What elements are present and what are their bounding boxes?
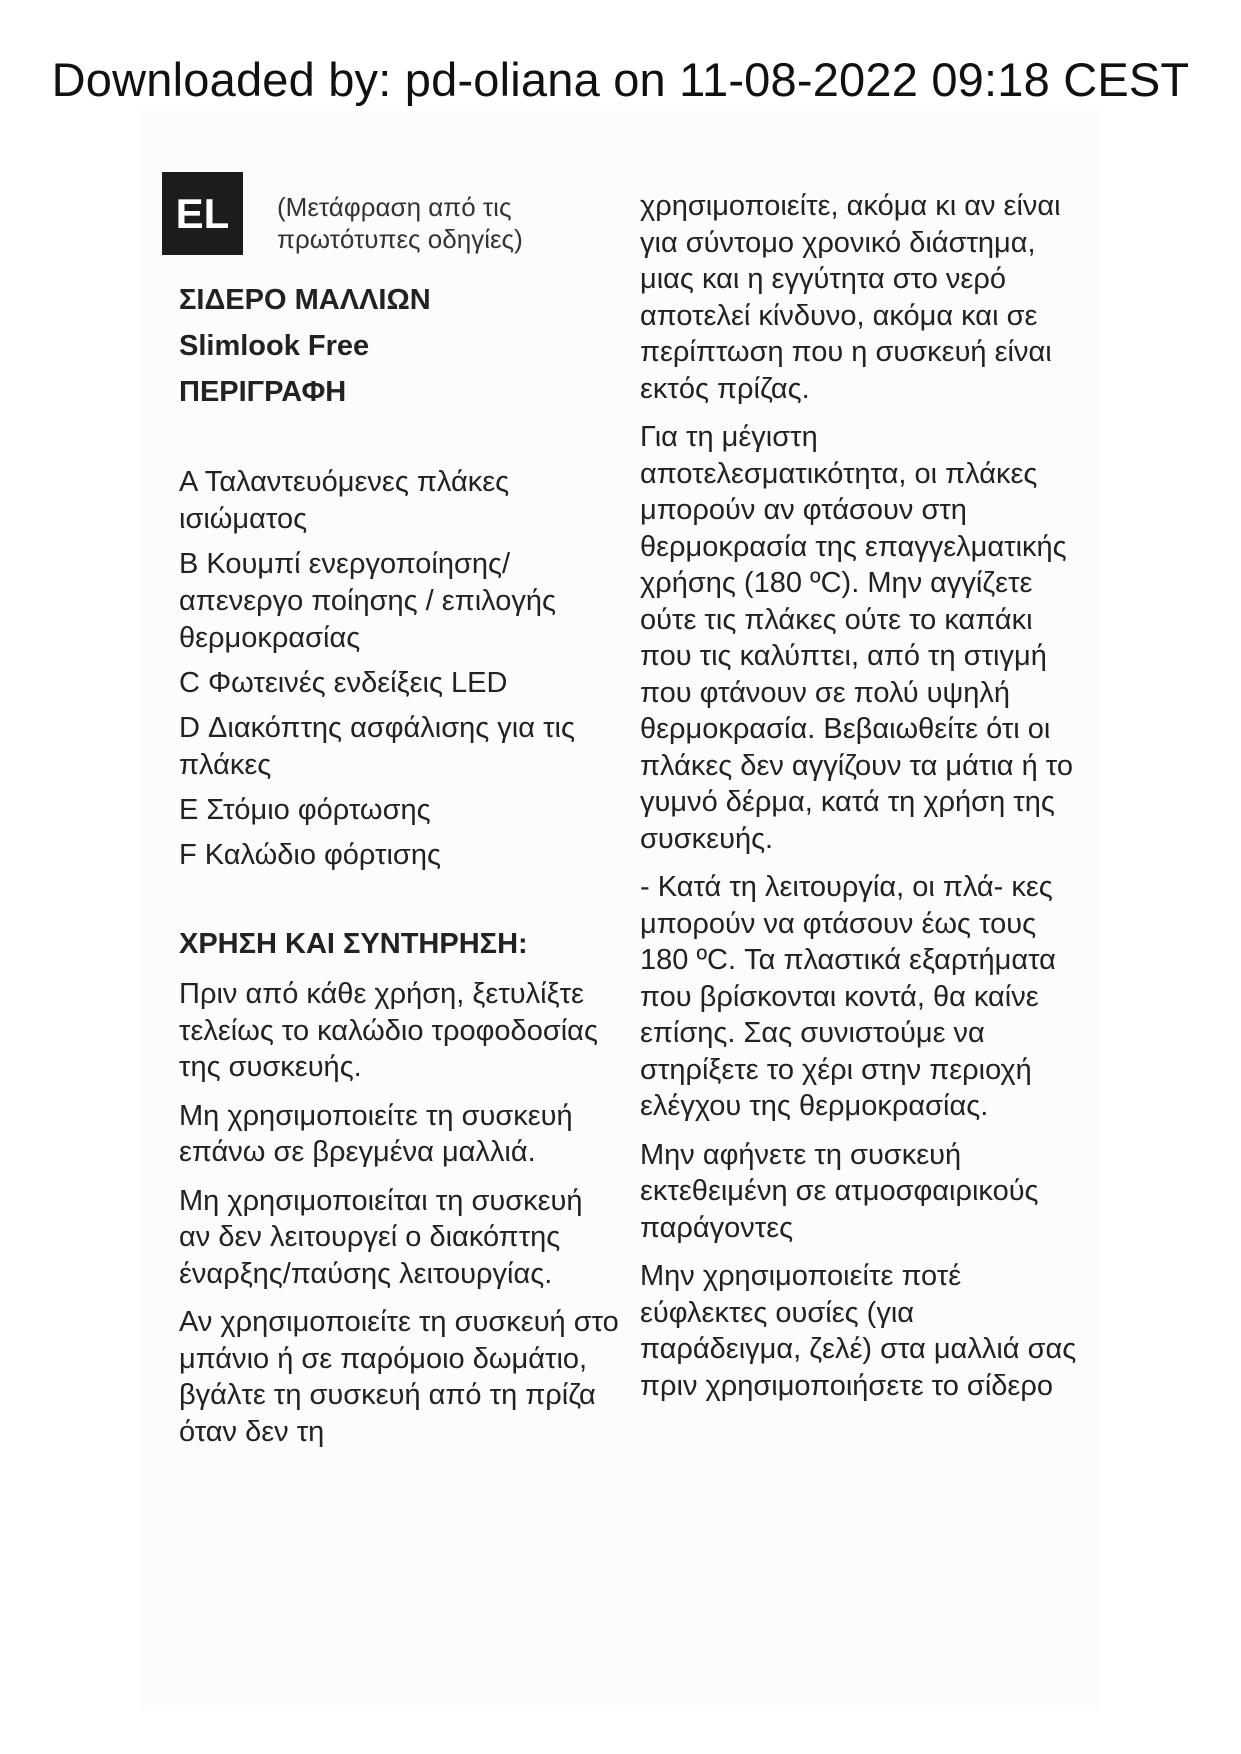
translation-note: (Μετάφραση από τις πρωτότυπες οδηγίες) <box>277 192 523 254</box>
usage-paragraph: Μη χρησιμοποιείται τη συσκευή αν δεν λειτουργεί ο διακόπτης έναρξης/παύσης λειτουργίας. <box>179 1184 583 1290</box>
product-title: ΣΙΔΕΡΟ ΜΑΛΛΙΩΝ <box>179 284 431 316</box>
description-heading: ΠΕΡΙΓΡΑΦΗ <box>179 376 347 408</box>
product-model: Slimlook Free <box>179 330 370 362</box>
description-item: A Ταλαντευόμενες πλάκες ισιώματος <box>179 466 510 535</box>
right-paragraph: - Κατά τη λειτουργία, οι πλά- κες μπορούν να φτάσουν έως τους 180 ºC. Τα πλαστικά εξαρτήματα που βρίσκονται κοντά, θα καίνε επίσης. Σας συνιστούμε να στηρίξετε το χέρι στην περιοχή ελέγχου της θερμοκρασίας. <box>640 871 1056 1122</box>
description-item: B Κουμπί ενεργοποίησης/ απενεργο ποίησης / επιλογής θερμοκρασίας <box>179 548 556 654</box>
right-column <box>640 188 1080 1404</box>
usage-heading: ΧΡΗΣΗ ΚΑΙ ΣΥΝΤΗΡΗΣΗ: <box>179 928 528 960</box>
right-paragraph: Μην αφήνετε τη συσκευή εκτεθειμένη σε ατμοσφαιρικούς παράγοντες <box>640 1138 1039 1244</box>
language-badge: EL <box>162 172 243 255</box>
right-paragraph: Μην χρησιμοποιείτε ποτέ εύφλεκτες ουσίες (για παράδειγμα, ζελέ) στα μαλλιά σας πριν χρησιμοποιήσετε το σίδερο <box>640 1260 1077 1402</box>
usage-paragraph: Πριν από κάθε χρήση, ξετυλίξτε τελείως το καλώδιο τροφοδοσίας της συσκευής. <box>179 978 598 1083</box>
download-banner: Downloaded by: pd-oliana on 11-08-2022 09:18 CEST <box>51 53 1190 106</box>
right-paragraph: χρησιμοποιείτε, ακόμα κι αν είναι για σύντομο χρονικό διάστημα, μιας και η εγγύτητα στο νερό αποτελεί κίνδυνο, ακόμα και σε περίπτωση που η συσκευή είναι εκτός πρίζας. <box>640 190 1061 405</box>
left-column <box>179 282 619 1450</box>
description-item: F Καλώδιο φόρτισης <box>179 839 441 871</box>
description-item: D Διακόπτης ασφάλισης για τις πλάκες <box>179 712 575 781</box>
right-paragraph: Για τη μέγιστη αποτελεσματικότητα, οι πλάκες μπορούν αν φτάσουν στη θερμοκρασία της επαγγελματικής χρήσης (180 ºC). Μην αγγίζετε ούτε τις πλάκες ούτε το καπάκι που τις καλύπτει, από τη στιγμή που φτάνουν σε πολύ υψηλή θερμοκρασία. Βεβαιωθείτε ότι οι πλάκες δεν αγγίζουν τα μάτια ή το γυμνό δέρμα, κατά τη χρήση της συσκευής. <box>640 421 1073 855</box>
description-item: C Φωτεινές ενδείξεις LED <box>179 667 508 699</box>
description-item: E Στόμιο φόρτωσης <box>179 794 431 826</box>
description-list <box>179 464 619 874</box>
usage-paragraph: Μη χρησιμοποιείτε τη συσκευή επάνω σε βρεγμένα μαλλιά. <box>179 1099 573 1168</box>
usage-paragraph: Αν χρησιμοποιείτε τη συσκευή στο μπάνιο ή σε παρόμοιο δωμάτιο, βγάλτε τη συσκευή από τη πρίζα όταν δεν τη <box>179 1306 619 1448</box>
